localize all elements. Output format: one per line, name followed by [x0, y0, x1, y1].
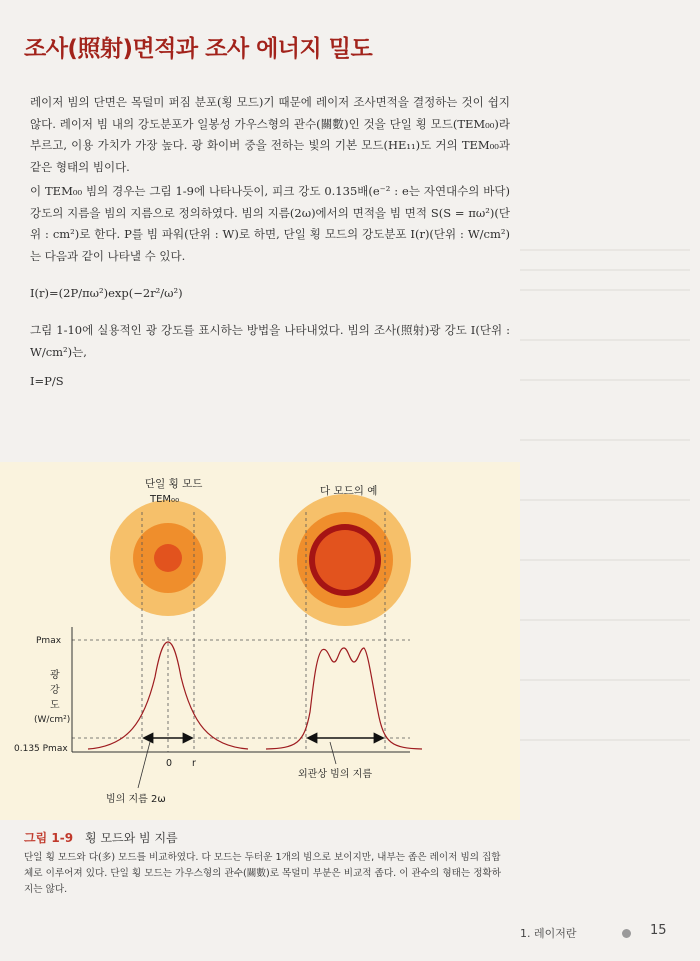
bleed-through-ghost — [520, 140, 690, 840]
footer-bullet — [622, 929, 631, 938]
tem-label: TEM₀₀ — [150, 494, 180, 505]
y-axis-label-1: 광 — [50, 670, 60, 681]
multi-mode-beam — [279, 494, 411, 626]
tick-zero: 0 — [166, 758, 173, 769]
figure-caption-body: 단일 횡 모드와 다(多) 모드를 비교하였다. 다 모드는 두터운 1개의 빔으로 보이지만, 내부는 좁은 레이저 빔의 집합체로 이루어져 있다. 단일 횡 모드는 가우스형의 관수(關數)로 목덜미 부분은 비교적 좁다. 이 관수의 형태는 정확하지는 않다. — [24, 852, 502, 895]
figure-title: 횡 모드와 빔 지름 — [85, 831, 178, 845]
chapter-label: 1. 레이저란 — [520, 927, 577, 940]
irradiance-formula: I=P/S — [30, 374, 64, 388]
single-mode-label: 단일 횡 모드 — [145, 478, 203, 490]
beam-diameter-label: 빔의 지름 2ω — [106, 794, 166, 805]
figure-number: 그림 1-9 — [24, 831, 74, 845]
pmax-label: Pmax — [36, 636, 62, 646]
page-number: 15 — [650, 923, 667, 938]
figure-caption-heading — [24, 829, 178, 846]
apparent-diameter-label: 외관상 빔의 지름 — [298, 769, 372, 780]
paragraph-2: 이 TEM₀₀ 빔의 경우는 그림 1-9에 나타나듯이, 피크 강도 0.135배(e⁻² : e는 자연대수의 바닥) 강도의 지름을 빔의 지름으로 정의하였다. 빔의 지름(2ω)에서의 면적을 빔 면적 S(S = πω²)(단위 : cm²)로 한다. P를 빔 파워(단위 : W)로 하면, 단일 횡 모드의 강도분포 I(r)(단위 : W/cm²)는 다음과 같이 나타낼 수 있다. — [30, 184, 510, 263]
tick-r: r — [192, 758, 196, 769]
multi-mode-core — [315, 530, 375, 590]
gaussian-curve — [88, 642, 248, 749]
y-axis-label-unit: (W/cm²) — [34, 715, 71, 725]
intensity-formula: I(r)=(2P/πω²)exp(−2r²/ω²) — [30, 286, 183, 300]
paragraph-1: 레이저 빔의 단면은 목덜미 퍼짐 분포(횡 모드)기 때문에 레이저 조사면적을 결정하는 것이 쉽지 않다. 레이저 빔 내의 강도분포가 일봉성 가우스형의 관수(關數)인 것을 단일 횡 모드(TEM₀₀)라 부르고, 이용 가치가 가장 높다. 광 화이버 중을 전하는 빛의 기본 모드(HE₁₁)도 거의 TEM₀₀과 같은 형태의 빔이다. — [30, 95, 510, 174]
single-mode-core — [154, 544, 182, 572]
y-axis-label-2: 강 — [50, 685, 60, 696]
p-low-label: 0.135 Pmax — [14, 744, 68, 754]
paragraph-3: 그림 1-10에 실용적인 광 강도를 표시하는 방법을 나타내었다. 빔의 조사(照射)광 강도 I(단위 : W/cm²)는, — [30, 323, 510, 359]
figure-1-9 — [0, 462, 520, 820]
y-axis-label-3: 도 — [50, 700, 60, 711]
multimode-curve — [266, 648, 422, 749]
single-mode-beam — [110, 500, 226, 616]
section-title: 조사(照射)면적과 조사 에너지 밀도 — [24, 36, 373, 62]
multi-mode-label: 다 모드의 예 — [320, 485, 378, 497]
